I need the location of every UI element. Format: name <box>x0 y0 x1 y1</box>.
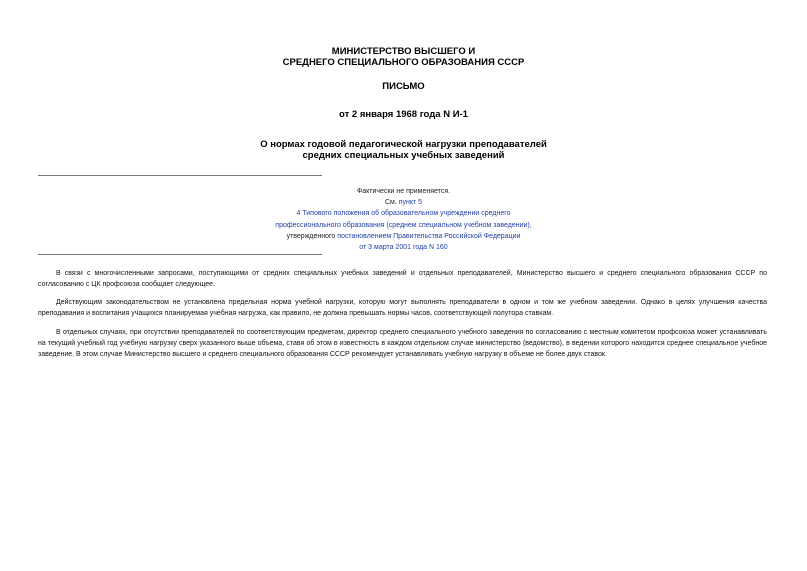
ministry-heading <box>0 46 807 68</box>
decree-date-link[interactable]: от 3 марта 2001 года N 160 <box>359 244 448 252</box>
document-date-number: от 2 января 1968 года N И-1 <box>339 109 468 120</box>
body-paragraph-2 <box>38 297 767 319</box>
government-decree-link[interactable]: постановлением Правительства Российской Федерации <box>337 232 521 240</box>
ministry-line-2: СРЕДНЕГО СПЕЦИАЛЬНОГО ОБРАЗОВАНИЯ СССР <box>282 57 525 68</box>
regulation-link-line-2[interactable]: профессионального образования (среднем специальном учебном заведении), <box>275 221 532 229</box>
body-paragraph-1 <box>38 268 767 290</box>
ministry-line-1: МИНИСТЕРСТВО ВЫСШЕГО И <box>331 46 476 57</box>
paragraph-text: Действующим законодательством не установлена предельная норма учебной нагрузки, которую могут выполнять преподаватели в одном и том же учебном заведении. Однако в целях улучшения качества преподавания и воспитания учащихся планируемая учебная нагрузка, как правило, не должна превышать нормы часов, соответствующей полутора ставкам. <box>38 299 767 317</box>
document-title <box>0 139 807 161</box>
body-paragraph-3 <box>38 327 767 360</box>
divider-top <box>38 175 322 176</box>
status-note <box>0 186 807 253</box>
paragraph-text: В отдельных случаях, при отсутствии преподавателей по соответствующим предметам, директор среднего специального учебного заведения по согласованию с местным комитетом профсоюза может устанавливать на текущий учебный год учебную нагрузку сверх указанного выше объема, ставя об этом в известность в каждом отдельном случае министерство (ведомство), в ведении которого находится среднее специальное учебное заведение. В этом случае Министерство высшего и среднего специального образования СССР рекомендует устанавливать учебную нагрузку в объеме не более двух ставок. <box>38 329 767 358</box>
approved-prefix: утвержденного <box>286 232 338 240</box>
not-applied-text: Фактически не применяется. <box>356 188 451 195</box>
title-line-2: средних специальных учебных заведений <box>302 150 505 161</box>
paragraph-text: В связи с многочисленными запросами, поступающими от средних специальных учебных заведений и отдельных преподавателей, Министерство высшего и среднего специального образования СССР по согласованию с ЦК профсоюза сообщает следующее. <box>38 270 767 288</box>
title-line-1: О нормах годовой педагогической нагрузки преподавателей <box>260 139 547 150</box>
see-point-link[interactable]: пункт 5 <box>398 199 423 207</box>
see-prefix: См. <box>384 199 399 207</box>
regulation-link-line-1[interactable]: 4 Типового положения об образовательном учреждении среднего <box>296 210 511 218</box>
document-type: ПИСЬМО <box>382 81 425 92</box>
divider-bottom <box>38 254 322 255</box>
